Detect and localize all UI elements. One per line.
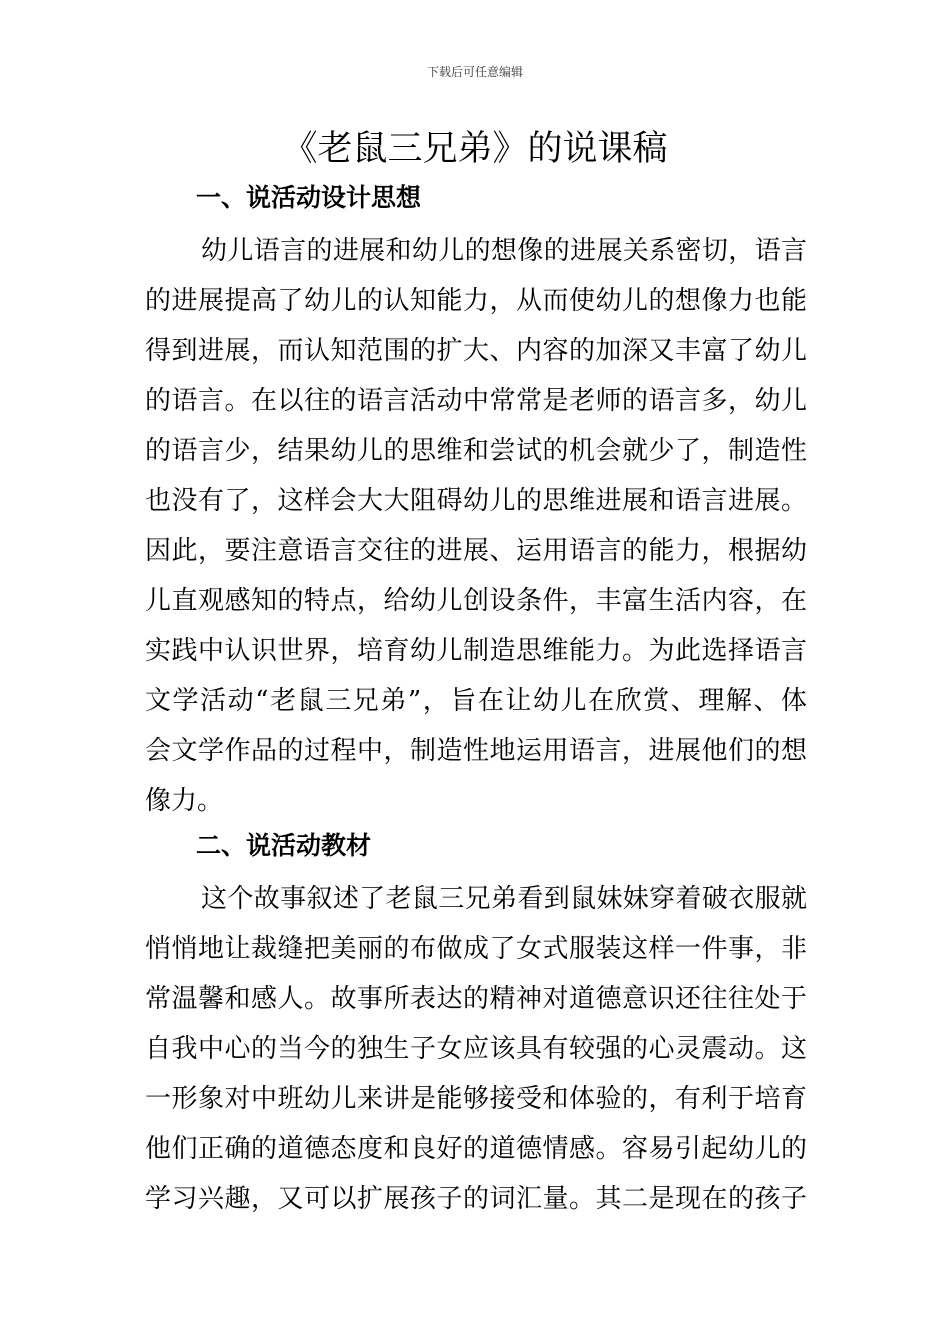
text-line: 这个故事叙述了老鼠三兄弟看到鼠妹妹穿着破衣服就: [201, 884, 807, 914]
text-line: 学习兴趣，又可以扩展孩子的词汇量。其二是现在的孩子: [145, 1184, 807, 1214]
text-line: 得到进展，而认知范围的扩大、内容的加深又丰富了幼儿: [145, 336, 807, 366]
text-line: 他们正确的道德态度和良好的道德情感。容易引起幼儿的: [145, 1134, 807, 1164]
text-line: 悄悄地让裁缝把美丽的布做成了女式服装这样一件事，非: [145, 934, 807, 964]
text-line: 因此，要注意语言交往的进展、运用语言的能力，根据幼: [145, 536, 807, 566]
text-line: 自我中心的当今的独生子女应该具有较强的心灵震动。这: [145, 1034, 807, 1064]
text-line: 实践中认识世界，培育幼儿制造思维能力。为此选择语言: [145, 636, 807, 666]
section-body-materials: [145, 874, 807, 1224]
text-line: 的语言少，结果幼儿的思维和尝试的机会就少了，制造性: [145, 436, 807, 466]
text-line: 一形象对中班幼儿来讲是能够接受和体验的，有利于培育: [145, 1084, 807, 1114]
header-note: 下载后可任意编辑: [426, 65, 523, 79]
section-heading-materials: 二、说活动教材: [196, 831, 372, 860]
section-heading-design-idea: 一、说活动设计思想: [196, 183, 422, 212]
text-line: 儿直观感知的特点，给幼儿创设条件，丰富生活内容，在: [145, 586, 807, 616]
text-line: 常温馨和感人。故事所表达的精神对道德意识还往往处于: [145, 984, 807, 1014]
text-line: 的语言。在以往的语言活动中常常是老师的语言多，幼儿: [145, 386, 807, 416]
text-line: 的进展提高了幼儿的认知能力，从而使幼儿的想像力也能: [145, 286, 807, 316]
text-line: 会文学作品的过程中，制造性地运用语言，进展他们的想: [145, 736, 807, 766]
text-line: 文学活动“老鼠三兄弟”，旨在让幼儿在欣赏、理解、体: [145, 686, 807, 716]
document-title: 《老鼠三兄弟》的说课稿: [282, 129, 668, 169]
section-body-design-idea: [145, 226, 807, 826]
text-line: 也没有了，这样会大大阻碍幼儿的思维进展和语言进展。: [145, 486, 807, 516]
text-line: 幼儿语言的进展和幼儿的想像的进展关系密切，语言: [201, 236, 807, 266]
text-line: 像力。: [145, 786, 224, 816]
